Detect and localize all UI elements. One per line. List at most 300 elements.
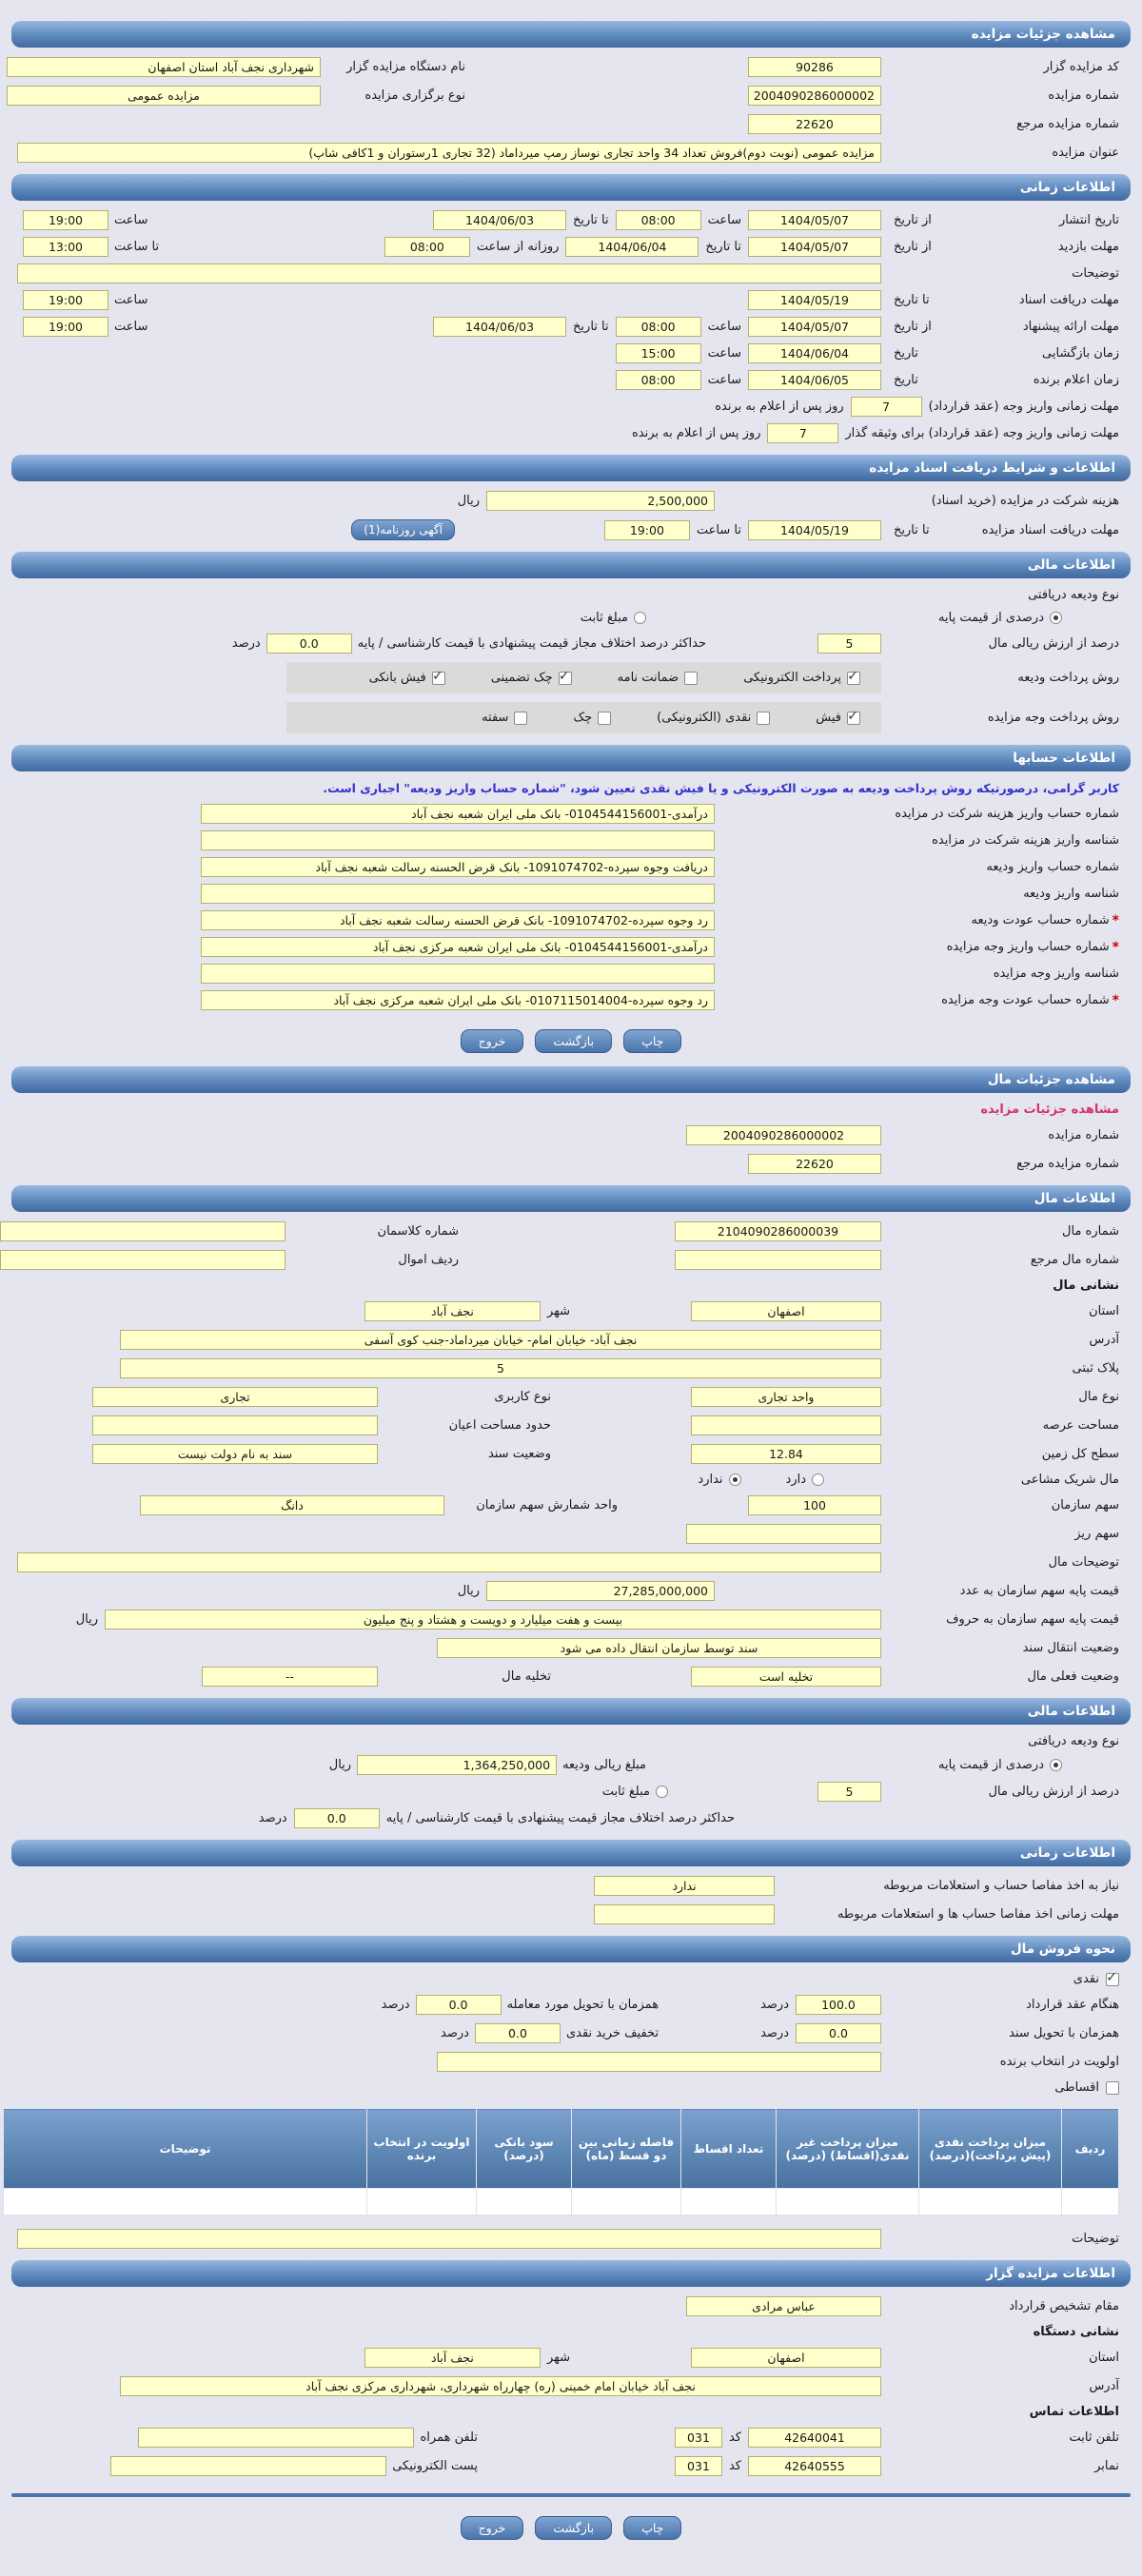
doc-receive-label: مهلت دریافت اسناد (1018, 293, 1119, 307)
check-option (573, 711, 611, 725)
org-address-title: نشانی دستگاه (1033, 2325, 1119, 2339)
land-area-field[interactable] (691, 1415, 881, 1435)
section-header-schedule (11, 174, 1131, 201)
winner-time-field[interactable]: 08:00 (616, 370, 701, 390)
doc-deadline-date-field[interactable]: 1404/05/19 (748, 520, 881, 540)
classification-label: شماره کلاسمان (377, 1224, 459, 1239)
percent-label: درصد (381, 1998, 410, 2012)
building-area-label: حدود مساحت اعیان (448, 1418, 551, 1433)
deed-transfer-label: وضعیت انتقال سند (1022, 1641, 1119, 1655)
usage-type-label: نوع کاربری (494, 1390, 551, 1404)
email-label: پست الکترونیکی (392, 2459, 478, 2473)
deed-status-label: وضعیت سند (487, 1447, 551, 1461)
property-address-title-row (10, 1278, 1132, 1293)
auction-method-field[interactable]: مزایده عمومی (7, 86, 321, 106)
classification-field[interactable] (0, 1221, 286, 1241)
winner-date-field[interactable]: 1404/06/05 (748, 370, 881, 390)
contact-title-row (10, 2405, 1132, 2419)
property-number-field[interactable]: 2104090286000039 (675, 1221, 881, 1241)
receipt-checkbox[interactable] (847, 712, 860, 725)
property-city-field[interactable]: نجف آباد (364, 1301, 541, 1321)
bank-receipt-checkbox[interactable] (432, 672, 445, 685)
winner-label-zone (888, 373, 1119, 387)
org-share-label: سهم سازمان (1051, 1498, 1119, 1512)
days-after-winner-label: روز پس از اعلام به برنده (632, 426, 761, 440)
electronic-payment-label: پرداخت الکترونیکی (743, 671, 841, 685)
deposit-account-field[interactable]: دریافت وجوه سپرده-1091074702- بانک قرض الحسنه رسالت شعبه نجف آباد (201, 857, 715, 877)
cash-electronic-checkbox[interactable] (757, 712, 770, 725)
shared-yes-radio[interactable] (812, 1473, 824, 1486)
deposit-percent-field-2[interactable]: 5 (817, 1782, 881, 1802)
cash-sale-checkbox[interactable] (1106, 1973, 1119, 1986)
check-label: چک (573, 711, 593, 725)
cash-sale-row (10, 1972, 1132, 1986)
doc-deadline-time-field[interactable]: 19:00 (604, 520, 690, 540)
visit-from-date-field[interactable]: 1404/05/07 (748, 237, 881, 257)
sale-notes-label: توضیحات (1072, 2232, 1119, 2246)
required-mark: * (1112, 992, 1119, 1008)
guarantee-letter-checkbox[interactable] (684, 672, 698, 685)
delivery-payment-field[interactable]: 0.0 (416, 1995, 502, 2015)
hour-label: ساعت (707, 373, 741, 387)
account-label-text: شماره حساب عودت وجه مزایده (941, 993, 1110, 1007)
org-address-field[interactable]: نجف آباد خیابان امام خمینی (ره) چهارراه شهرداری، شهرداری مرکزی نجف آباد (120, 2376, 881, 2396)
percent-label: درصد (231, 636, 261, 651)
certified-check-option (491, 671, 572, 685)
auction-number-field[interactable]: 2004090286000002 (748, 86, 881, 106)
installment-sale-checkbox[interactable] (1106, 2081, 1119, 2095)
participation-fee-id-field[interactable] (201, 830, 715, 850)
fax-field[interactable]: 42640555 (748, 2456, 881, 2476)
deposit-refund-account-field[interactable]: رد وجوه سپرده-1091074702- بانک قرض الحسنه رسالت شعبه نجف آباد (201, 910, 715, 930)
section-title-sale-method: نحوه فروش مال (1010, 1942, 1115, 1957)
deposit-type-row-1 (10, 588, 1132, 602)
deposit-id-field[interactable] (201, 884, 715, 904)
deposit-account-row (10, 857, 1132, 877)
phone-code-field[interactable]: 031 (675, 2428, 722, 2448)
property-address-field[interactable]: نجف آباد- خیابان امام- خیابان میرداماد-جنب کوی آسفی (120, 1330, 881, 1350)
auction-amount-id-field[interactable] (201, 964, 715, 984)
auction-ref-label: شماره مزایده مرجع (1016, 117, 1119, 131)
payment-deadline-pledger-days-field[interactable]: 7 (767, 423, 838, 443)
participation-fee-account-field[interactable]: درآمدی-0104544156001- بانک ملی ایران شعبه نجف آباد (201, 804, 715, 824)
check-checkbox[interactable] (598, 712, 611, 725)
percent-label: درصد (760, 2026, 789, 2040)
percent-of-base-radio[interactable] (1050, 612, 1062, 624)
pv-auction-number-row (10, 1125, 1132, 1145)
col-noncash-payment: میزان پرداخت غیر نقدی(اقساط) (درصد) (777, 2109, 919, 2189)
section-title-financial-1: اطلاعات مالی (1027, 557, 1115, 573)
max-diff-row-2 (10, 1808, 1132, 1828)
pv-auction-number-field[interactable]: 2004090286000002 (686, 1125, 881, 1145)
auction-details-link[interactable]: مشاهده جزئیات مزایده (980, 1103, 1119, 1117)
newspaper-ad-button[interactable]: آگهی روزنامه(1) (351, 519, 455, 540)
auction-payment-method-label: روش پرداخت وجه مزایده (987, 711, 1119, 725)
promissory-note-label: سفته (482, 711, 509, 725)
exit-button-bottom[interactable]: خروج (461, 2516, 524, 2540)
deed-transfer-field[interactable]: سند توسط سازمان انتقال داده می شود (437, 1638, 881, 1658)
section-title-property: اطلاعات مال (1034, 1191, 1115, 1206)
org-share-row (10, 1495, 1132, 1515)
phone-label: تلفن ثابت (1069, 2430, 1119, 2445)
percent-of-base-radio-2[interactable] (1050, 1759, 1062, 1771)
electronic-payment-checkbox[interactable] (847, 672, 860, 685)
account-label-text: شماره حساب واریز ودیعه (986, 860, 1119, 874)
doc-receive-label-zone (888, 293, 1119, 307)
deposit-method-options (286, 662, 881, 693)
property-type-field[interactable]: واحد تجاری (691, 1387, 881, 1407)
base-price-words-row (10, 1610, 1132, 1630)
shared-yes-option (786, 1473, 824, 1487)
cash-electronic-label: نقدی (الکترونیکی) (657, 711, 752, 725)
clearance-deadline-label: مهلت زمانی اخذ مفاصا حساب ها و استعلامات مربوطه (837, 1907, 1119, 1922)
accounts-notice: کاربر گرامی، درصورتیکه روش پرداخت ودیعه به صورت الکترونیکی و یا فیش نقدی تعیین شود، "شماره حساب واریز ودیعه" اجباری است. (323, 781, 1119, 795)
max-diff-field[interactable]: 0.0 (266, 634, 352, 654)
clearance-deadline-field[interactable] (594, 1904, 775, 1924)
deposit-percent-label: درصد از ارزش ریالی مال (988, 636, 1119, 651)
deposit-percent-field[interactable]: 5 (817, 634, 881, 654)
electronic-payment-option (743, 671, 860, 685)
to-date-label: تا تاریخ (894, 293, 930, 307)
hour-label: ساعت (707, 320, 741, 334)
clearance-need-field[interactable]: ندارد (594, 1876, 775, 1896)
required-mark: * (1112, 912, 1119, 928)
doc-receive-time-field[interactable]: 19:00 (23, 290, 108, 310)
deposit-type-options-row-2 (10, 1755, 1132, 1775)
offer-to-date-field[interactable]: 1404/06/03 (433, 317, 566, 337)
offer-label-zone (888, 320, 1119, 334)
offer-label: مهلت ارائه پیشنهاد (1022, 320, 1119, 334)
cash-discount-label: تخفیف خرید نقدی (565, 2026, 660, 2040)
receipt-label: فیش (816, 711, 841, 725)
print-button-top[interactable]: چاپ (623, 1029, 681, 1053)
percent-of-base-label: درصدی از قیمت پایه (938, 611, 1044, 625)
visit-deadline-row (10, 237, 1132, 257)
contract-payment-label: هنگام عقد قرارداد (1026, 1998, 1119, 2012)
winner-priority-label: اولویت در انتخاب برنده (999, 2055, 1119, 2069)
guarantee-letter-label: ضمانت نامه (617, 671, 679, 685)
auction-amount-refund-account-label (888, 993, 1119, 1008)
share-detail-row (10, 1524, 1132, 1544)
rial-label: ریال (75, 1612, 98, 1627)
publish-to-date-field[interactable]: 1404/06/03 (433, 210, 566, 230)
cash-discount-field[interactable]: 0.0 (475, 2023, 561, 2043)
publish-to-time-group (23, 210, 148, 230)
to-hour-label: تا ساعت (114, 240, 160, 254)
publish-to-time-field[interactable]: 19:00 (23, 210, 108, 230)
visit-to-time-field[interactable]: 13:00 (23, 237, 108, 257)
participation-fee-id-row (10, 830, 1132, 850)
auction-number-row (10, 86, 1132, 106)
auction-subject-field[interactable]: مزایده عمومی (نوبت دوم)فروش تعداد 34 واحد تجاری نوساز رمپ میرداماد (32 تجاری 1رستوران و 1کافی شاپ) (17, 143, 881, 163)
guarantee-letter-option (618, 671, 699, 685)
deposit-amount-group (329, 1755, 646, 1775)
account-label-text: شناسه واریز وجه مزایده (993, 966, 1119, 981)
building-area-field[interactable] (92, 1415, 378, 1435)
schedule-notes-field[interactable] (17, 263, 881, 283)
assets-row-label: ردیف اموال (398, 1253, 459, 1267)
promissory-note-option (482, 711, 527, 725)
auction-amount-refund-account-field[interactable]: رد وجوه سپرده-0107115014004- بانک ملی ایران شعبه مرکزی نجف آباد (201, 990, 715, 1010)
deed-status-field[interactable]: سند به نام دولت نیست (92, 1444, 378, 1464)
usage-type-field[interactable]: تجاری (92, 1387, 378, 1407)
deposit-amount-field[interactable]: 1,364,250,000 (357, 1755, 557, 1775)
col-winner-priority: اولویت در انتخاب برنده (367, 2109, 477, 2189)
auction-ref-row (10, 114, 1132, 134)
property-province-label: استان (1089, 1304, 1119, 1318)
fax-label: نمابر (1094, 2459, 1119, 2473)
deposit-method-row (10, 662, 1132, 693)
payment-deadline-pledger-label: مهلت زمانی واریز وجه (عقد قرارداد) برای وثیقه گذار (845, 426, 1119, 440)
schedule-notes-row (10, 263, 1132, 283)
property-notes-row (10, 1552, 1132, 1572)
current-status-row (10, 1667, 1132, 1687)
doc-receive-date-field[interactable]: 1404/05/19 (748, 290, 881, 310)
auction-ref-field[interactable]: 22620 (748, 114, 881, 134)
publish-from-date-field[interactable]: 1404/05/07 (748, 210, 881, 230)
section-title-auctioneer: اطلاعات مزایده گزار (986, 2266, 1115, 2281)
participation-fee-label: هزینه شرکت در مزایده (خرید اسناد) (931, 494, 1119, 508)
account-label-text: شناسه واریز ودیعه (1023, 887, 1119, 901)
doc-deadline-row (10, 519, 1132, 540)
account-label-text: شماره حساب واریز وجه مزایده (946, 940, 1110, 954)
max-diff-label-2: حداکثر درصد اختلاف مجاز قیمت پیشنهادی با قیمت کارشناسی / پایه (385, 1811, 735, 1825)
to-date-label: تا تاریخ (573, 213, 609, 227)
auction-number-label: شماره مزایده (1048, 88, 1119, 103)
certified-check-checkbox[interactable] (559, 672, 572, 685)
offer-from-date-field[interactable]: 1404/05/07 (748, 317, 881, 337)
property-type-row (10, 1387, 1132, 1407)
fixed-amount-radio[interactable] (634, 612, 646, 624)
doc-receive-deadline-row (10, 290, 1132, 310)
payment-deadline-days-field[interactable]: 7 (851, 397, 922, 417)
auction-amount-account-label (888, 940, 1119, 955)
org-share-field[interactable]: 100 (748, 1495, 881, 1515)
org-name-label: نام دستگاه مزایده گزار (346, 60, 465, 74)
shared-no-option (698, 1473, 740, 1487)
auction-amount-account-row (10, 937, 1132, 957)
shared-no-label: ندارد (698, 1473, 723, 1487)
shared-ownership-row (10, 1473, 1132, 1487)
property-province-field[interactable]: اصفهان (691, 1301, 881, 1321)
visit-to-time-group (23, 237, 159, 257)
publish-from-time-field[interactable]: 08:00 (616, 210, 701, 230)
opening-time-row (10, 343, 1132, 363)
org-province-field[interactable]: اصفهان (691, 2348, 881, 2368)
fax-code-field[interactable]: 031 (675, 2456, 722, 2476)
opening-time-field[interactable]: 15:00 (616, 343, 701, 363)
land-area-label: مساحت عرصه (1042, 1418, 1119, 1433)
evacuation-field[interactable]: -- (202, 1667, 378, 1687)
promissory-note-checkbox[interactable] (514, 712, 527, 725)
participation-fee-field[interactable]: 2,500,000 (486, 491, 715, 511)
auction-amount-refund-account-row (10, 990, 1132, 1010)
sale-notes-field[interactable] (17, 2229, 881, 2249)
percent-label: درصد (760, 1998, 789, 2012)
section-title-schedule-2: اطلاعات زمانی (1019, 1845, 1115, 1861)
deed-payment-row (10, 2023, 1132, 2043)
base-price-words-field[interactable]: بیست و هفت میلیارد و دویست و هشتاد و پنج میلیون (105, 1610, 881, 1630)
fixed-amount-label: مبلغ ثابت (580, 611, 629, 625)
auction-details-link-row (10, 1103, 1132, 1117)
visit-from-time-field[interactable]: 08:00 (384, 237, 470, 257)
publish-date-row (10, 210, 1132, 230)
phone-code-label: کد (728, 2430, 741, 2445)
publish-label-zone (888, 213, 1119, 227)
rial-label: ریال (457, 1584, 480, 1598)
contract-payment-field[interactable]: 100.0 (796, 1995, 881, 2015)
property-land-row (10, 1444, 1132, 1464)
deposit-refund-account-row (10, 910, 1132, 930)
deposit-account-label (888, 860, 1119, 874)
to-date-label: تا تاریخ (894, 522, 930, 537)
deed-payment-field[interactable]: 0.0 (796, 2023, 881, 2043)
org-province-label: استان (1089, 2351, 1119, 2365)
property-number-row (10, 1221, 1132, 1241)
visit-label: مهلت بازدید (1057, 240, 1119, 254)
clearance-deadline-row (10, 1904, 1132, 1924)
section-header-auction-details (11, 21, 1131, 48)
fax-code-label: کد (728, 2459, 741, 2473)
deed-payment-label: همزمان با تحویل سند (1009, 2026, 1119, 2040)
current-status-field[interactable]: تخلیه است (691, 1667, 881, 1687)
phone-row (10, 2428, 1132, 2448)
contract-authority-field[interactable]: عباس مرادی (686, 2296, 881, 2316)
auctioneer-code-label: کد مزایده گزار (1043, 60, 1119, 74)
auction-amount-id-label (888, 966, 1119, 981)
cash-electronic-option (657, 711, 770, 725)
receipt-option (816, 711, 860, 725)
max-diff-field-2[interactable]: 0.0 (294, 1808, 380, 1828)
share-detail-field[interactable] (686, 1524, 881, 1544)
max-diff-label: حداکثر درصد اختلاف مجاز قیمت پیشنهادی با قیمت کارشناسی / پایه (357, 636, 706, 651)
pv-auction-ref-label: شماره مزایده مرجع (1016, 1157, 1119, 1171)
offer-from-time-field[interactable]: 08:00 (616, 317, 701, 337)
deposit-type-label: نوع ودیعه دریافتی (1028, 588, 1119, 602)
top-action-buttons (10, 1029, 1132, 1053)
contract-authority-row (10, 2296, 1132, 2316)
shared-yes-label: دارد (785, 1473, 806, 1487)
contract-authority-label: مقام تشخیص قرارداد (1009, 2299, 1119, 2313)
section-header-financial-1 (11, 552, 1131, 578)
date-label: تاریخ (894, 346, 918, 361)
section-header-sale-method (11, 1936, 1131, 1962)
participation-fee-id-label (888, 833, 1119, 848)
org-name-field[interactable]: شهرداری نجف آباد استان اصفهان (7, 57, 321, 77)
section-title-financial-2: اطلاعات مالی (1027, 1704, 1115, 1719)
shared-no-radio[interactable] (729, 1473, 741, 1486)
offer-to-time-field[interactable]: 19:00 (23, 317, 108, 337)
to-hour-label: تا ساعت (696, 522, 741, 537)
to-date-label: تا تاریخ (573, 320, 609, 334)
exit-button-top[interactable]: خروج (461, 1029, 524, 1053)
org-address-title-row (10, 2325, 1132, 2339)
hour-label: ساعت (707, 213, 741, 227)
email-group (110, 2456, 478, 2476)
cash-discount-group (441, 2023, 659, 2043)
visit-to-date-field[interactable]: 1404/06/04 (565, 237, 699, 257)
section-title-property-view: مشاهده جزئیات مال (987, 1072, 1115, 1087)
installments-table (3, 2108, 1119, 2215)
participation-fee-row (10, 491, 1132, 511)
back-button-top[interactable]: بازگشت (535, 1029, 612, 1053)
opening-label-zone (888, 346, 1119, 361)
opening-date-field[interactable]: 1404/06/04 (748, 343, 881, 363)
property-plate-label: پلاک ثبتی (1072, 1361, 1119, 1376)
payment-deadline-pledger-row (10, 423, 1132, 443)
back-button-bottom[interactable]: بازگشت (535, 2516, 612, 2540)
percent-label: درصد (258, 1811, 287, 1825)
cash-sale-label: نقدی (1073, 1972, 1099, 1986)
hour-label: ساعت (114, 213, 148, 227)
winner-priority-field[interactable] (437, 2052, 881, 2072)
required-mark: * (1112, 939, 1119, 955)
auction-subject-label: عنوان مزایده (1052, 146, 1119, 160)
delivery-payment-label: همزمان با تحویل مورد معامله (506, 1998, 660, 2012)
auction-amount-account-field[interactable]: درآمدی-0104544156001- بانک ملی ایران شعبه مرکزی نجف آباد (201, 937, 715, 957)
clearance-need-label: نیاز به اخذ مفاصا حساب و استعلامات مربوطه (883, 1879, 1119, 1893)
payment-deadline-label: مهلت زمانی واریز وجه (عقد قرارداد) (928, 400, 1119, 414)
account-label-text: شناسه واریز هزینه شرکت در مزایده (932, 833, 1119, 848)
mobile-field[interactable] (138, 2428, 414, 2448)
date-label: تاریخ (894, 373, 918, 387)
print-button-bottom[interactable]: چاپ (623, 2516, 681, 2540)
auction-payment-method-row (10, 702, 1132, 733)
property-plate-field[interactable]: 5 (120, 1358, 881, 1378)
total-land-field[interactable]: 12.84 (691, 1444, 881, 1464)
auctioneer-code-field[interactable]: 90286 (748, 57, 881, 77)
days-after-winner-label: روز پس از اعلام به برنده (715, 400, 844, 414)
property-notes-field[interactable] (17, 1552, 881, 1572)
from-date-label: از تاریخ (894, 213, 932, 227)
doc-receive-time-group (23, 290, 148, 310)
deposit-type-options-row-1 (10, 611, 1132, 625)
property-address-row (10, 1330, 1132, 1350)
base-price-field[interactable]: 27,285,000,000 (486, 1581, 715, 1601)
offer-to-time-group (23, 317, 148, 337)
section-header-property (11, 1185, 1131, 1212)
mobile-label: تلفن همراه (420, 2430, 478, 2445)
hour-label: ساعت (114, 293, 148, 307)
bank-receipt-option (369, 671, 445, 685)
property-notes-label: توضیحات مال (1048, 1555, 1119, 1570)
org-province-row (10, 2348, 1132, 2368)
bottom-action-buttons (10, 2516, 1132, 2540)
property-province-row (10, 1301, 1132, 1321)
property-ref-label: شماره مال مرجع (1030, 1253, 1119, 1267)
current-status-label: وضعیت فعلی مال (1027, 1669, 1119, 1684)
phone-field[interactable]: 42640041 (748, 2428, 881, 2448)
winner-label: زمان اعلام برنده (1033, 373, 1119, 387)
publish-label: تاریخ انتشار (1059, 213, 1119, 227)
fixed-amount-radio-2[interactable] (656, 1786, 668, 1798)
assets-row-field[interactable] (0, 1250, 286, 1270)
email-field[interactable] (110, 2456, 386, 2476)
percent-of-base-option-2 (938, 1758, 1062, 1772)
evacuation-label: تخلیه مال (502, 1669, 551, 1684)
org-city-field[interactable]: نجف آباد (364, 2348, 541, 2368)
property-ref-field[interactable] (675, 1250, 881, 1270)
auction-method-label: نوع برگزاری مزایده (364, 88, 465, 103)
fixed-amount-label-2: مبلغ ثابت (601, 1785, 650, 1799)
deed-transfer-row (10, 1638, 1132, 1658)
share-unit-field[interactable]: دانگ (140, 1495, 444, 1515)
pv-auction-ref-field[interactable]: 22620 (748, 1154, 881, 1174)
sale-notes-row (10, 2229, 1132, 2249)
opening-label: زمان بازگشایی (1042, 346, 1119, 361)
property-ref-row (10, 1250, 1132, 1270)
base-price-row (10, 1581, 1132, 1601)
